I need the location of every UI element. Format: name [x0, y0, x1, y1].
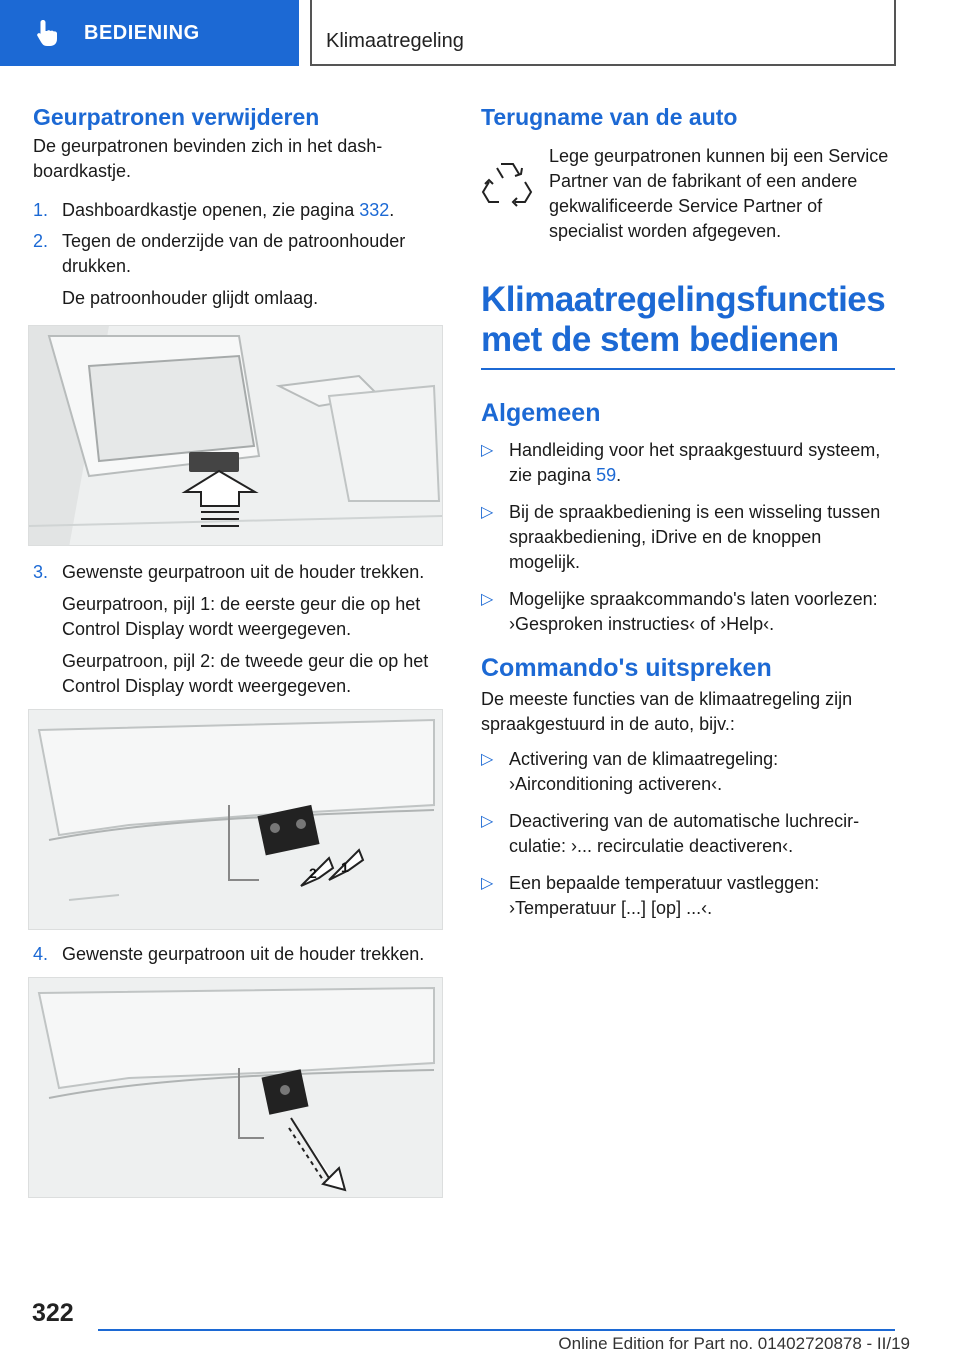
bullet-text: Een bepaalde temperatuur vastleggen: ›Temperatuur [...] [op] ...‹. — [509, 873, 820, 918]
general-item-3 — [481, 587, 895, 637]
return-text: Lege geurpatronen kunnen bij een Service Partner van de fabrikant of een andere gekwalificeerde Service Partner of specialist worden afgegeven. — [549, 146, 889, 241]
step-number: 4. — [33, 944, 49, 964]
right-column — [481, 100, 895, 933]
return-block — [481, 144, 895, 244]
general-list — [481, 438, 895, 637]
triangle-bullet-icon: ▷ — [481, 504, 494, 521]
bullet-text: Bij de spraakbediening is een wisseling tussen spraakbediening, iDrive en de knoppen mogelijk. — [509, 502, 881, 572]
step-text: Gewenste geurpatroon uit de houder trekken. — [62, 562, 425, 582]
step-note: De patroonhouder glijdt omlaag. — [62, 288, 319, 308]
step-note: Geurpatroon, pijl 1: de eerste geur die op het Control Display wordt weergegeven. — [62, 594, 421, 639]
bullet-text: Handleiding voor het spraakgestuurd systeem, zie pagina — [509, 440, 881, 485]
heading-general: Algemeen — [481, 399, 601, 427]
command-item-3 — [481, 871, 895, 921]
general-item-2 — [481, 500, 895, 575]
section-tab[interactable] — [0, 0, 299, 66]
triangle-bullet-icon: ▷ — [481, 442, 494, 459]
steps-list — [33, 198, 445, 311]
steps-list-3 — [33, 942, 445, 967]
bullet-text: Mogelijke spraakcommando's laten voorlezen: ›Gesproken instructies‹ of ›Help‹. — [509, 589, 878, 634]
step-end: . — [389, 200, 395, 220]
step-4 — [33, 942, 445, 967]
general-item-1 — [481, 438, 895, 488]
step-text: Dashboardkastje openen, zie pagina — [62, 200, 360, 220]
bullet-text: Activering van de klimaatregeling: ›Airconditioning activeren‹. — [509, 749, 779, 794]
figure-pull-cartridge — [28, 977, 443, 1198]
bullet-end: . — [616, 465, 622, 485]
step-2 — [33, 229, 445, 311]
chapter-header — [310, 0, 896, 66]
figure-cartridge-arrows — [28, 709, 443, 930]
step-number: 2. — [33, 231, 49, 251]
page-number: 322 — [32, 1299, 74, 1327]
arrow-label-2: 2 — [309, 865, 317, 881]
recycle-icon — [481, 156, 533, 208]
step-note: Geurpatroon, pijl 2: de tweede geur die op het Control Display wordt weergegeven. — [62, 651, 429, 696]
step-number: 3. — [33, 562, 49, 582]
step-number: 1. — [33, 200, 49, 220]
chapter-title: Klimaatregeling — [326, 30, 464, 52]
command-item-1 — [481, 747, 895, 797]
edition-text: Online Edition for Part no. 01402720878 - II/19 — [558, 1334, 910, 1353]
triangle-bullet-icon: ▷ — [481, 591, 494, 608]
triangle-bullet-icon: ▷ — [481, 751, 494, 768]
heading-return: Terugname van de auto — [481, 104, 738, 130]
step-3 — [33, 560, 445, 699]
voice-title: Klimaatregelingsfuncties met de stem bedienen — [481, 280, 886, 359]
heading-remove-cartridges: Geurpatronen verwijderen — [33, 104, 320, 130]
pointing-hand-icon — [34, 18, 64, 48]
left-column — [33, 100, 445, 1198]
intro-text: De geurpatronen bevinden zich in het dashboardkastje. — [33, 136, 383, 181]
steps-list-2 — [33, 560, 445, 699]
triangle-bullet-icon: ▷ — [481, 875, 494, 892]
step-1 — [33, 198, 445, 223]
title-rule — [481, 368, 895, 370]
commands-list — [481, 747, 895, 921]
figure-push-holder — [28, 325, 443, 546]
commands-intro: De meeste functies van de klimaatregeling zijn spraakgestuurd in de auto, bijv.: — [481, 689, 853, 734]
bullet-text: Deactivering van de automatische luchrecirculatie: ›... recirculatie deactiveren‹. — [509, 811, 860, 856]
section-title: BEDIENING — [84, 21, 200, 44]
arrow-label-1: 1 — [341, 859, 349, 875]
triangle-bullet-icon: ▷ — [481, 813, 494, 830]
footer-rule — [98, 1329, 895, 1331]
page-link-332[interactable]: 332 — [359, 200, 390, 220]
step-text: Gewenste geurpatroon uit de houder trekken. — [62, 944, 425, 964]
command-item-2 — [481, 809, 895, 859]
page-link-59[interactable]: 59 — [596, 465, 617, 485]
step-text: Tegen de onderzijde van de patroonhouder drukken. — [62, 231, 406, 276]
heading-commands: Commando's uitspreken — [481, 654, 772, 682]
voice-section — [481, 280, 895, 370]
